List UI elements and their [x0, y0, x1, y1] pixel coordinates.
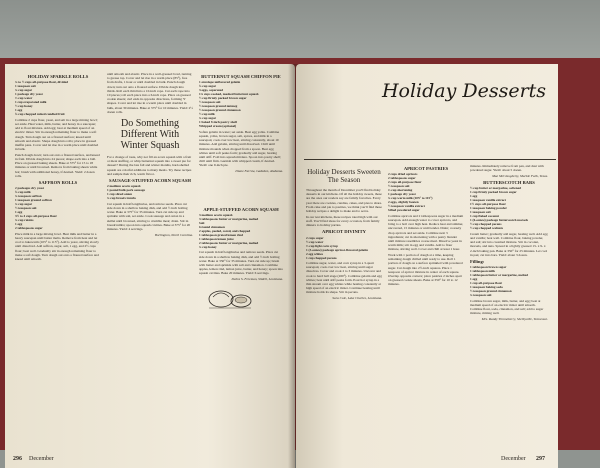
recipe-text: Place milk in a large mixing bowl. Heat milk and butter in a heavy saucepan until butter melts. Remove from heat and let cool to lukewarm (105° to 115°). Add to yeast, stirring slowly until dissolved. Add saffron, sugar, salt, 1 egg, and 2½ cups flour; beat well. Gradually stir in enough remaining flour to make a soft dough. Turn dough out onto a floured surface and knead until smooth.: [15, 231, 99, 261]
page-month: December: [501, 456, 526, 462]
left-column-1: [15, 72, 101, 263]
recipe-title: BUTTERNUT SQUASH CHIFFON PIE: [201, 74, 281, 79]
right-page: [296, 64, 558, 468]
recipe-byline: Mae McClaugherty, Marble Falls, Texas.: [492, 173, 548, 178]
recipe-title: APRICOT DIVINITY: [322, 229, 366, 235]
page-month: December: [29, 456, 54, 462]
ingredient-list: 3 medium acorn squash 3 tablespoons butter or margarine, melted Salt Ground cinnamon 2 apples, peeled, cored, and chopped 1 tablespoon grated lemon rind 1 tablespoon lemon juice 2 tablespoons butter or margarine, melted ¼ cup honey: [199, 212, 259, 249]
right-column-1: [306, 164, 382, 302]
recipe-text: Cream butter; gradually add sugar, beating well. Add egg and vanilla; beat well. Combine flour, baking powder, and salt; stir into creamed mixture. Stir in coconut, morsels, and nuts. Spread in a lightly greased 13- x 9- x 2-inch baking pan. Bake at 350° for 25 minutes. Let cool in pan; cut into bars. Yield: about 3 dozen.: [470, 231, 548, 257]
section-intro: In our test kitchens, these recipes rated high with our staff. You'll find ideas for every occasion, from family dinners to holiday parties.: [306, 214, 380, 228]
recipe-title: BUTTERSCOTCH BARS: [483, 180, 535, 186]
recipe-byline: Diane Farrow, Gadsden, Alabama.: [235, 169, 283, 174]
section-heading: Holiday Desserts Sweeten The Season: [307, 168, 381, 184]
recipe-byline: Debra S. Freeman, Slidell, Louisiana.: [231, 277, 283, 282]
recipe-byline: Burlington, North Carolina.: [154, 232, 193, 237]
section-intro: For a change of taste, why not fill an acorn squash with a fruit or meat stuffing, or whip butternut squash into a sweet pie for dessert? During the late fall and winter months, hard-shelled squash are colorful additions to many meals. Try these recipes and sample their rich, warm flavor.: [107, 155, 192, 176]
left-page: [5, 64, 295, 468]
recipe-text: Soften gelatin in water; set aside. Beat egg yolks. Combine squash, yolks, brown sugar, salt, spices, and milk in a saucepan; cook over low heat, stirring constantly, about 10 minutes. Add gelatin, stirring until dissolved. Chill until mixture mounds when dropped from a spoon. Beat egg whites until soft peaks form; gradually add sugar, beating until stiff. Fold into squash mixture. Spoon into pastry shell; chill until firm. Garnish with whipped cream, if desired. Yield: one 9-inch pie.: [199, 129, 281, 168]
ingredient-list: ½ cup butter or margarine, softened 1 cup firmly packed brown sugar 1 egg 1 teaspoon vanilla extract 1½ cups all-purpose flour 1 teaspoon baking powder 1 teaspoon salt 1 cup flaked coconut 1 (6-ounce) package butterscotch morsels ½ cup chopped pecans ½ cup chopped walnuts: [470, 186, 529, 231]
recipe-text: Combine 2 cups flour, yeast, and salt in a large mixing bowl; set aside. Heat water, milk, butter, and honey in a saucepan; add to flour mixture. Add egg; beat at medium speed of an electric mixer. Stir in enough remaining flour to make a soft dough. Turn dough out on a floured surface; knead until smooth and elastic. Shape dough into rolls; place in greased muffin pans. Cover and let rise in a warm place until doubled in bulk.: [15, 117, 99, 152]
chapter-title: Holiday Desserts: [381, 80, 547, 102]
recipe-text: until smooth and elastic. Place in a well-greased bowl, turning to grease top. Cover and let rise in a warm place (85°), free from drafts, 1 hour or until doubled in bulk. Punch dough down; turn out onto a floured surface. Divide dough into thirds. Roll each third into a 10-inch rope. Cut each rope into 10 pieces; roll each piece into a 6-inch rope. Place on greased cookie sheets; curl ends in opposite directions, forming 'S' shapes. Cover and let rise in a warm place until doubled in bulk, about 30 minutes. Bake at 375° for 10 minutes. Yield: 2½ dozen rolls.: [107, 72, 193, 114]
section-intro: Throughout the month of December you'll find holiday desserts in our kitchens. Of all the holiday sweets, these are the ones our readers say are family favorites. Every year there are cookies, candies, cakes, and pies to share. From cake and pie to pastries, we think you'll find these holiday recipes a delight to make and to serve.: [306, 188, 382, 214]
ingredient-list: 2 cups dried apricots 2 tablespoons sugar 2 cups all-purpose flour ½ teaspoon salt ⅔ cup shortening 1 package dry yeast ¼ cup warm milk (105° to 115°) 2 eggs, slightly beaten ½ teaspoon vanilla extract Sifted powdered sugar: [388, 172, 433, 213]
recipe-title: HOLIDAY SPARKLE ROLLS: [27, 74, 89, 79]
right-column-3: [470, 164, 548, 323]
left-column-3: [199, 72, 283, 283]
recipe-title: SAUSAGE-STUFFED ACORN SQUASH: [109, 178, 191, 184]
section-heading: Do Something Different With Winter Squash: [120, 118, 180, 152]
recipe-text: Punch dough down; turn out onto a floured surface, and knead in fruit. Divide dough into 24 pieces; shape each into a ball. Place on greased baking sheets. Bake at 375° for 15 to 18 minutes or until browned. Remove from baking sheets while hot; brush with additional honey, if desired. Yield: 2 dozen rolls.: [15, 152, 100, 178]
page-number: 296: [13, 456, 22, 462]
ingredient-list: 2 medium acorn squash 1 pound bulk pork sausage 1 cup sliced onion ¼ cup bread crumbs: [107, 184, 145, 201]
recipe-byline: Mrs. Randy Throneberry, Shelbyville, Tennessee.: [481, 317, 548, 322]
page-number: 297: [536, 456, 545, 462]
recipe-text: Cut squash in half lengthwise, and remove seeds. Place cut side down in a shallow baking dish, and add ½ inch boiling water. Bake at 375° for 35 minutes. Turn cut side up and sprinkle with salt, set aside. Cook sausage and onion in a skillet until browned, stirring to crumble meat; drain. Stir in breadcrumbs; spoon into squash cavities. Bake at 375° for 20 minutes. Yield: 4 servings.: [107, 201, 191, 231]
ingredient-list: ¼ to ½ cups all-purpose flour, divided 1 teaspoon salt ¼ cup sugar 1 package dry yeast ⅓ cup water 1 cup evaporated milk ½ cup honey 1 egg ¾ cup chopped mixed candied fruit: [15, 80, 68, 117]
squash-illustration: [207, 283, 253, 311]
left-column-2: [107, 72, 193, 238]
open-cookbook: [0, 28, 600, 462]
recipe-text: Cut squash in half lengthwise and remove seeds. Place cut side down in a shallow baking dish, and add ½ inch boiling water. Bake at 350° for 35 minutes. Turn cut side up; brush with butter and sprinkle with salt and cinnamon. Combine apples, lemon rind, lemon juice, butter, and honey; spoon into squash cavities. Bake 20 minutes. Yield: 6 servings.: [199, 250, 283, 276]
recipe-text: Work with 1 portion of dough at a time, keeping remaining dough chilled until ready to use. Roll 1 portion of dough on a surface sprinkled with powdered sugar. Cut dough into 2½-inch squares. Place 1 teaspoon of apricot mixture in center of each square. Overlap opposite corners; place pastries 2 inches apart on greased cookie sheets. Bake at 350° for 10 to 12 minutes.: [388, 253, 463, 287]
recipe-text: Combine brown sugar, milk, butter, and egg; beat at medium speed of an electric mixer until smooth. Combine flour, soda, cinnamon, and salt; add to sugar mixture, mixing well.: [470, 298, 544, 316]
ingredient-list: 2 packages dry yeast ¾ cup milk ¼ teaspoon saffron 1 teaspoon ground saffron ¼ cup sugar ½ teaspoon salt 1 egg 3½ to 4 cups all-purpose flour ¼ cup raisins 1 egg 2 tablespoons sugar: [15, 186, 57, 231]
ingredient-list: 1 tablespoon brown sugar 1 tablespoon milk 1 tablespoon butter or margarine, melted 1 egg 1 cup all-purpose flour 1 teaspoon baking soda ½ teaspoon ground cinnamon ¼ teaspoon salt: [470, 265, 528, 298]
right-column-2: [388, 164, 464, 288]
recipe-title: APRICOT PASTRIES: [403, 166, 449, 171]
recipe-text: Combine apricots and 2 tablespoons sugar in a medium saucepan. Add enough water to cover apricots, and bring to a boil over high heat. Reduce heat and simmer, uncovered, 15 minutes or until tender. Drain; coarsely chop apricots and set aside. Combine next 3 ingredients; cut in shortening with a pastry blender until mixture resembles coarse meal. Dissolve yeast in warm milk; stir in egg and vanilla. Add to flour mixture, stirring well. Cover and chill at least 1 hour.: [388, 213, 464, 252]
recipe-title: APPLE-STUFFED ACORN SQUASH: [203, 206, 279, 212]
ingredient-list: 2 cups sugar ½ cup water ⅓ cup light corn syrup 1 (3-ounce) package apricot-flavored gelatin 2 egg whites 1 cup chopped pecans: [306, 235, 369, 260]
illustration-space: [199, 175, 283, 205]
recipe-text: Combine sugar, water, and corn syrup in a 3-quart saucepan; cook over low heat, stirring until sugar dissolves. Cover and cook 2 to 3 minutes. Uncover and cook to hard ball stage (260°). Combine gelatin and egg whites; beat until stiff peaks form. Pour hot syrup in a thin stream over egg whites while beating constantly at high speed of an electric mixer. Continue beating until mixture holds its shape. Stir in pecans.: [306, 261, 382, 295]
ingredient-list: 1 envelope unflavored gelatin ¾ cup sugar 3 eggs, separated 1¼ cups cooked, mashed butternut squash ½ cup firmly packed brown sugar ½ teaspoon salt ½ teaspoon ground nutmeg ½ teaspoon ground cinnamon ½ cup milk ¼ cup sugar 1 baked 9-inch pastry shell Whipped cream (optional): [199, 80, 259, 129]
recipe-byline: Sara Cole, Lake Charles, Louisiana.: [332, 296, 382, 301]
title-rule: [304, 159, 556, 160]
filling-title: Filling:: [470, 259, 485, 265]
recipe-text: minutes. Immediately remove from pan, and dust with powdered sugar. Yield: about 5 dozen.: [470, 164, 544, 173]
recipe-title: SAFFRON ROLLS: [38, 180, 78, 186]
